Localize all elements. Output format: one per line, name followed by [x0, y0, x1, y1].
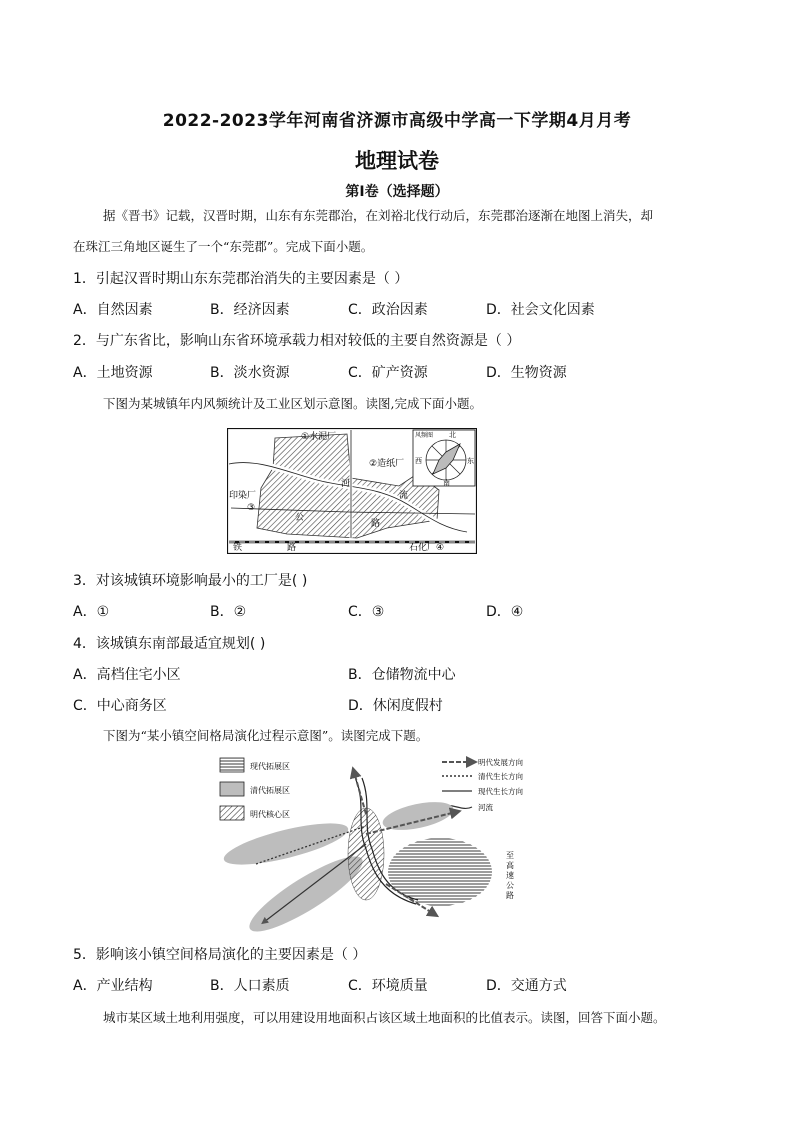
- label-cement-plant: ①水泥厂: [301, 432, 337, 442]
- label-east: 东: [467, 457, 474, 465]
- q1-option-d[interactable]: D．社会文化因素: [486, 302, 595, 318]
- legend-qing-direction: 清代生长方向: [478, 772, 523, 781]
- highway-label-5: 路: [506, 891, 514, 900]
- q1-option-b[interactable]: B．经济因素: [210, 302, 290, 318]
- ming-direction-north: [354, 772, 366, 814]
- q3-option-d[interactable]: D．④: [486, 604, 524, 620]
- legend-river: 河流: [478, 803, 493, 812]
- highway-label-3: 速: [506, 871, 514, 880]
- legend-qing-swatch: [220, 782, 244, 796]
- exam-title: 2022-2023学年河南省济源市高级中学高一下学期4月月考: [162, 111, 632, 131]
- q1-option-a[interactable]: A．自然因素: [73, 302, 153, 318]
- q2-option-a[interactable]: A．土地资源: [73, 365, 153, 381]
- legend-ming: 明代核心区: [250, 810, 290, 819]
- label-road: 公: [295, 513, 305, 523]
- q4-option-b[interactable]: B．仓储物流中心: [348, 667, 456, 683]
- label-rail: 铁: [233, 543, 243, 553]
- label-dye-number: ③: [247, 503, 256, 513]
- passage-3: 城市某区域土地利用强度，可以用建设用地面积占该区域土地面积的比值表示。读图，回答下面小题。: [103, 1010, 666, 1025]
- q3-option-c[interactable]: C．③: [348, 604, 385, 620]
- label-river-2: 流: [399, 491, 409, 501]
- legend-qing: 清代拓展区: [250, 786, 290, 795]
- legend-modern: 现代拓展区: [250, 762, 290, 771]
- figure-1-intro: 下图为某城镇年内风频统计及工业区划示意图。读图,完成下面小题。: [103, 396, 482, 411]
- q4-option-a[interactable]: A．高档住宅小区: [73, 667, 181, 683]
- label-wind-rose: 风频图: [415, 432, 434, 439]
- label-petro-plant: 石化厂④: [409, 543, 445, 553]
- label-paper-plant: ②造纸厂: [369, 459, 405, 469]
- q2-option-d[interactable]: D．生物资源: [486, 365, 567, 381]
- passage-1-line-1: 据《晋书》记载，汉晋时期，山东有东莞郡治，在刘裕北伐行动后，东莞郡治逐渐在地图上消失，却: [103, 208, 654, 223]
- industrial-zoning-map: [227, 428, 477, 554]
- subject-title: 地理试卷: [355, 149, 439, 173]
- q5-option-d[interactable]: D．交通方式: [486, 978, 567, 994]
- question-3-stem: 3．对该城镇环境影响最小的工厂是( ): [73, 573, 308, 589]
- passage-1-line-2: 在珠江三角地区诞生了一个“东莞郡”。完成下面小题。: [73, 239, 374, 254]
- q1-option-c[interactable]: C．政治因素: [348, 302, 428, 318]
- figure-2-intro: 下图为“某小镇空间格局演化过程示意图”。读图完成下题。: [103, 728, 429, 743]
- label-rail-2: 路: [287, 543, 297, 553]
- q3-option-a[interactable]: A．①: [73, 604, 110, 620]
- q3-option-b[interactable]: B．②: [210, 604, 247, 620]
- legend-modern-swatch: [220, 758, 244, 772]
- q4-option-d[interactable]: D．休闲度假村: [348, 698, 443, 714]
- q2-option-c[interactable]: C．矿产资源: [348, 365, 428, 381]
- label-road-2: 路: [371, 519, 381, 529]
- legend-modern-direction: 现代生长方向: [478, 787, 523, 796]
- highway-label-4: 公: [506, 881, 514, 890]
- q5-option-b[interactable]: B．人口素质: [210, 978, 290, 994]
- qing-northeast-zone: [380, 797, 455, 835]
- legend-ming-swatch: [220, 806, 244, 820]
- highway-label-1: 至: [506, 851, 514, 860]
- question-4-stem: 4．该城镇东南部最适宜规划( ): [73, 636, 266, 652]
- label-north: 北: [449, 431, 456, 439]
- label-river: 河: [341, 479, 351, 489]
- question-2-stem: 2．与广东省比，影响山东省环境承载力相对较低的主要自然资源是（ ）: [73, 333, 521, 349]
- q4-option-c[interactable]: C．中心商务区: [73, 698, 167, 714]
- highway-label-2: 高: [506, 861, 514, 870]
- legend-ming-direction: 明代发展方向: [478, 758, 523, 767]
- section-title: 第Ⅰ卷（选择题）: [345, 184, 449, 200]
- question-1-stem: 1．引起汉晋时期山东东莞郡治消失的主要因素是（ ）: [73, 271, 409, 287]
- label-dye-plant: 印染厂: [229, 491, 257, 501]
- q5-option-a[interactable]: A．产业结构: [73, 978, 153, 994]
- q5-option-c[interactable]: C．环境质量: [348, 978, 428, 994]
- label-south: 南: [443, 479, 450, 487]
- label-west: 西: [415, 457, 422, 465]
- town-evolution-map: [216, 754, 534, 932]
- question-5-stem: 5．影响该小镇空间格局演化的主要因素是（ ）: [73, 947, 367, 963]
- q2-option-b[interactable]: B．淡水资源: [210, 365, 290, 381]
